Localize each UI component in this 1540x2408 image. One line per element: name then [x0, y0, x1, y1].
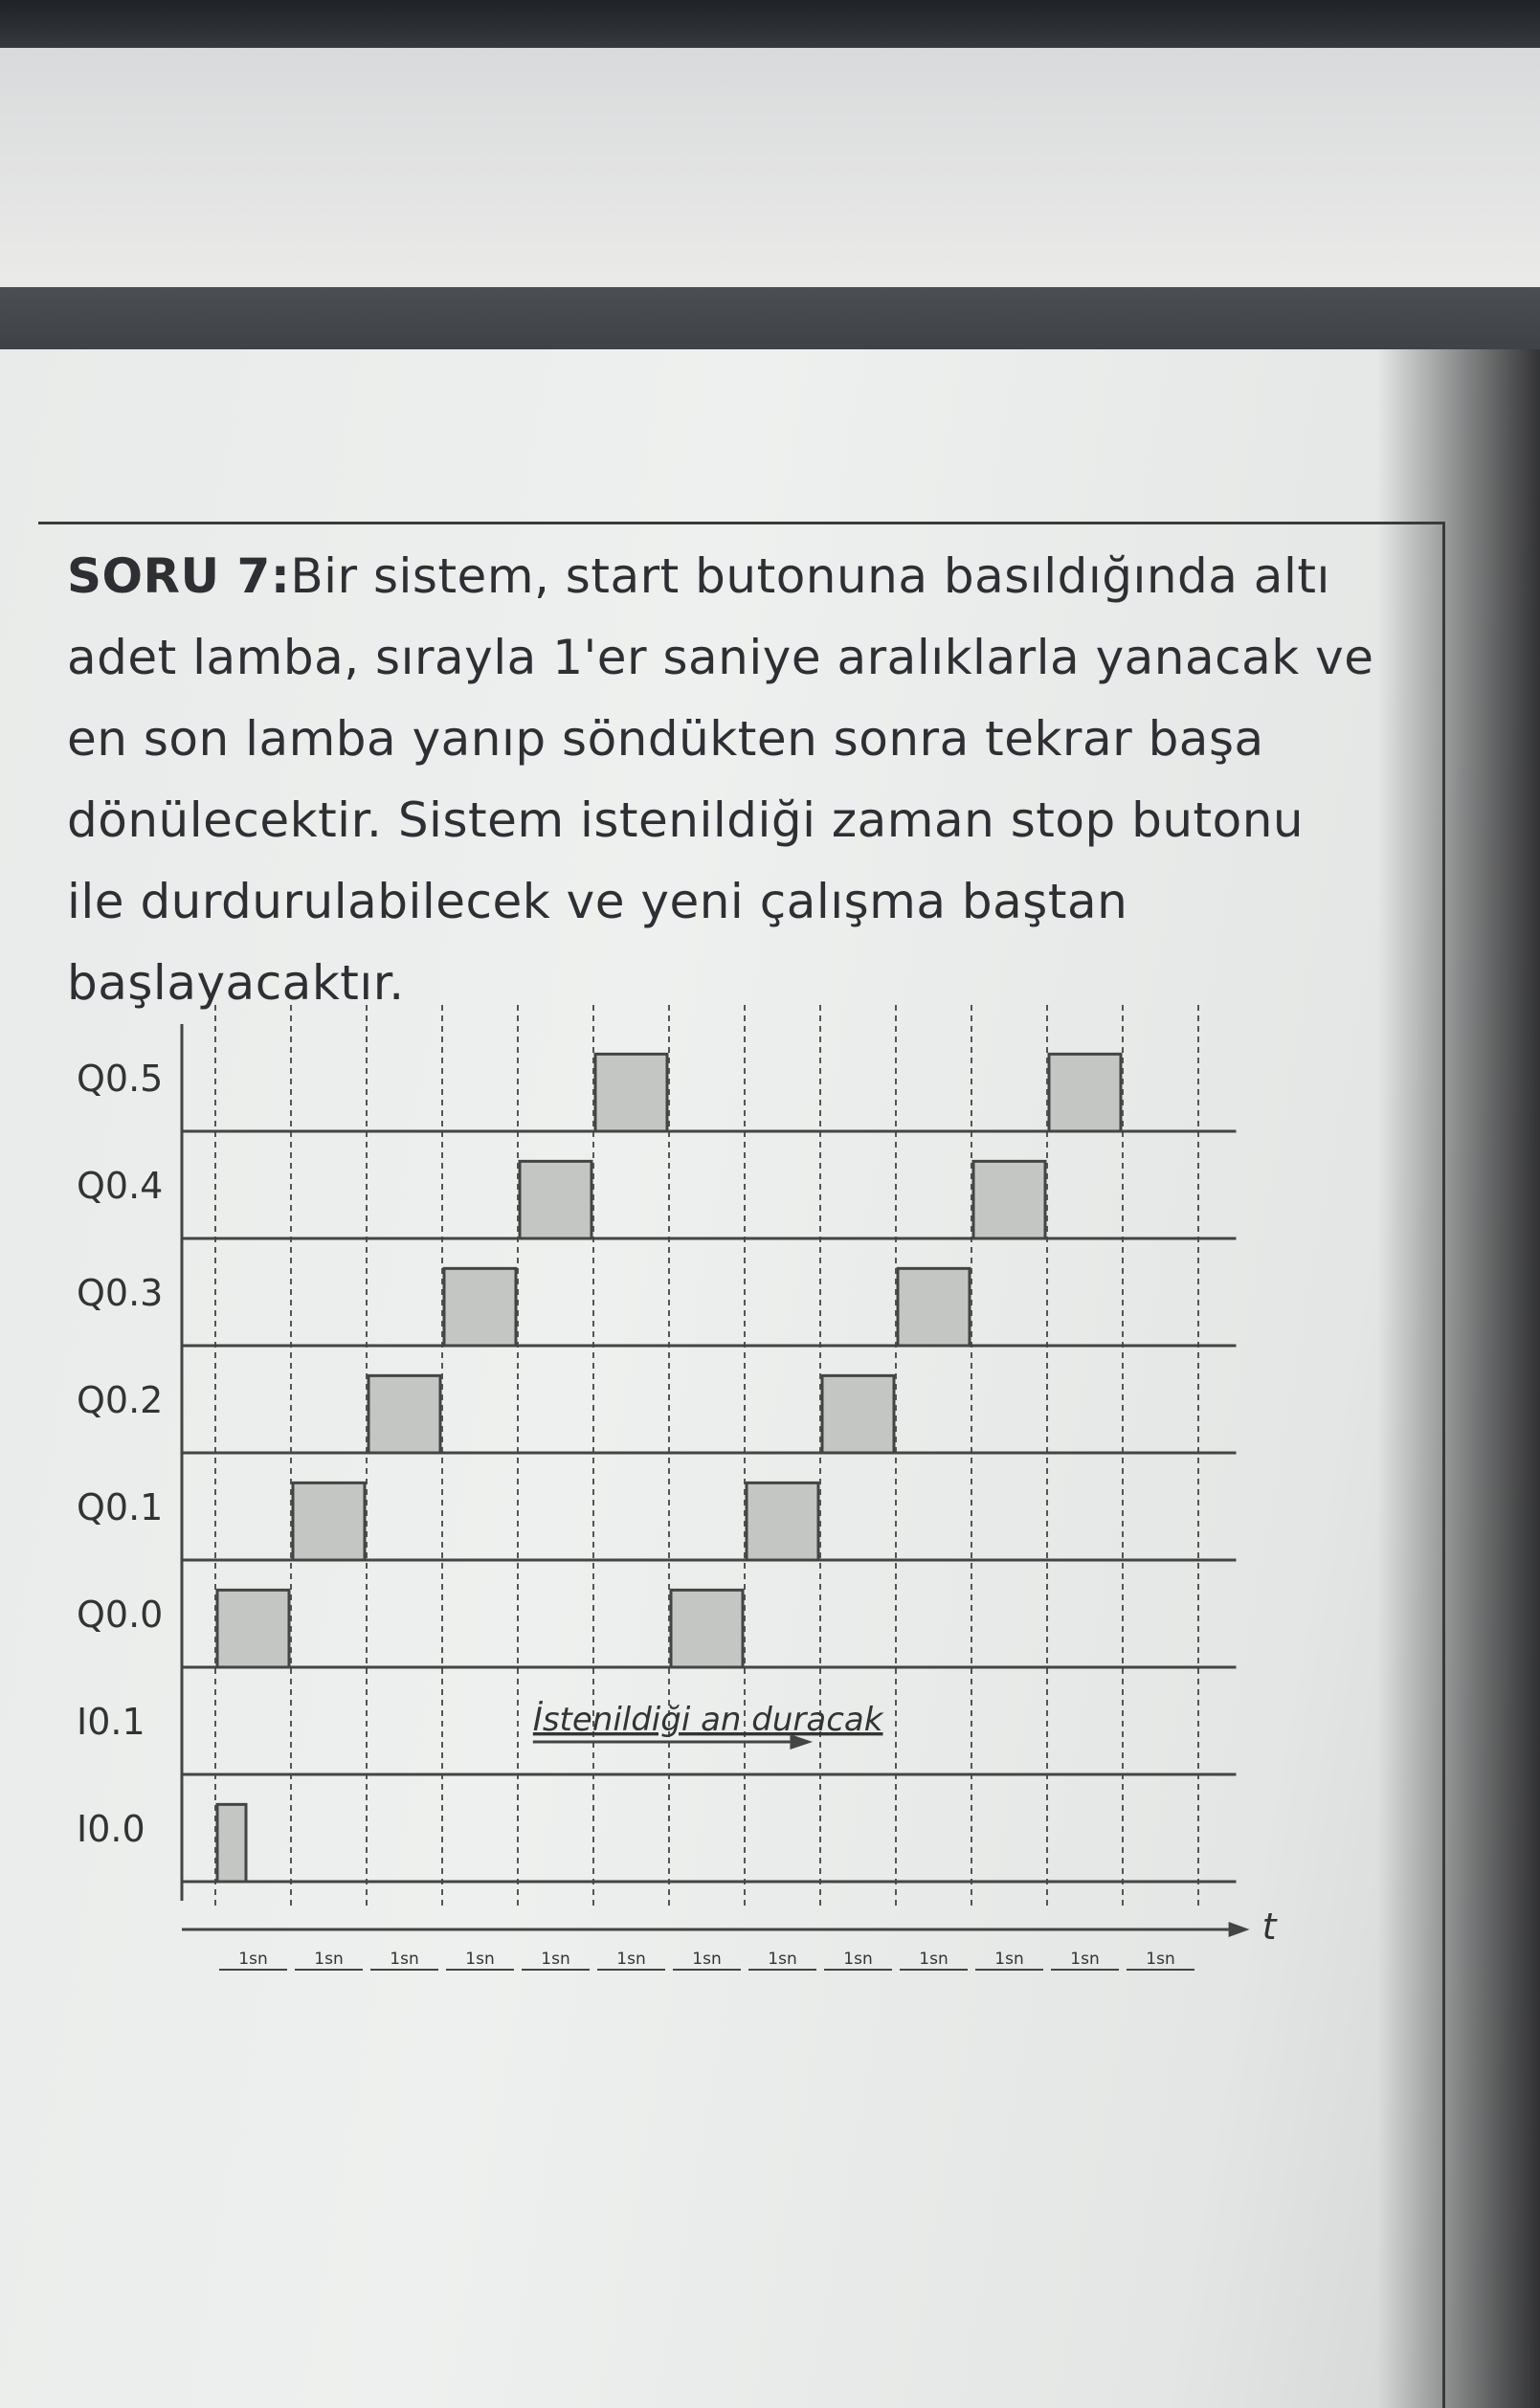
question-line-3: en son lamba yanıp söndükten sonra tekrar başa: [67, 711, 1264, 767]
question-text: [67, 536, 1407, 1024]
stop-note-label: İstenildiği an duracak: [532, 1701, 883, 1739]
question-line-6: başlayacaktır.: [67, 955, 405, 1011]
signal-label: Q0.0: [77, 1594, 164, 1636]
timing-diagram: [0, 976, 1277, 1991]
interval-label: 1sn: [541, 1950, 570, 1969]
signal-label: Q0.4: [77, 1165, 164, 1207]
signal-label: I0.0: [77, 1808, 145, 1850]
interval-label: 1sn: [843, 1950, 873, 1969]
interval-label: 1sn: [314, 1950, 344, 1969]
interval-label: 1sn: [465, 1950, 495, 1969]
interval-label: 1sn: [919, 1950, 949, 1969]
interval-label: 1sn: [768, 1950, 797, 1969]
signal-pulse: [898, 1268, 970, 1346]
signal-pulse: [217, 1590, 289, 1667]
question-line-4: dönülecektir. Sistem istenildiği zaman stop butonu: [67, 792, 1305, 848]
signal-pulse: [822, 1375, 894, 1453]
interval-label: 1sn: [994, 1950, 1024, 1969]
signal-label: Q0.5: [77, 1058, 164, 1100]
interval-label: 1sn: [1070, 1950, 1100, 1969]
signal-pulse: [520, 1161, 591, 1238]
signal-label: Q0.1: [77, 1486, 164, 1528]
interval-label: 1sn: [692, 1950, 722, 1969]
signal-pulse: [747, 1483, 818, 1560]
signal-pulse: [368, 1375, 440, 1453]
interval-label: 1sn: [616, 1950, 646, 1969]
signal-pulse: [217, 1804, 246, 1882]
interval-label: 1sn: [390, 1950, 419, 1969]
time-axis-label: t: [1261, 1906, 1277, 1948]
signal-pulse: [595, 1054, 667, 1131]
question-line-5: ile durdurulabilecek ve yeni çalışma baştan: [67, 874, 1128, 929]
signal-pulse: [444, 1268, 516, 1346]
signal-label: I0.1: [77, 1701, 145, 1743]
signal-pulse: [671, 1590, 743, 1667]
signal-pulse: [1049, 1054, 1121, 1131]
signal-label: Q0.2: [77, 1379, 164, 1421]
interval-label: 1sn: [1146, 1950, 1175, 1969]
signal-label: Q0.3: [77, 1272, 164, 1314]
interval-label: 1sn: [238, 1950, 268, 1969]
question-line-2: adet lamba, sırayla 1'er saniye aralıklarla yanacak ve: [67, 630, 1374, 685]
question-number: SORU 7:: [67, 548, 291, 604]
signal-pulse: [293, 1483, 365, 1560]
previous-page-area: [0, 48, 1540, 297]
question-line-1: Bir sistem, start butonuna basıldığında altı: [290, 548, 1330, 604]
signal-pulse: [973, 1161, 1045, 1238]
